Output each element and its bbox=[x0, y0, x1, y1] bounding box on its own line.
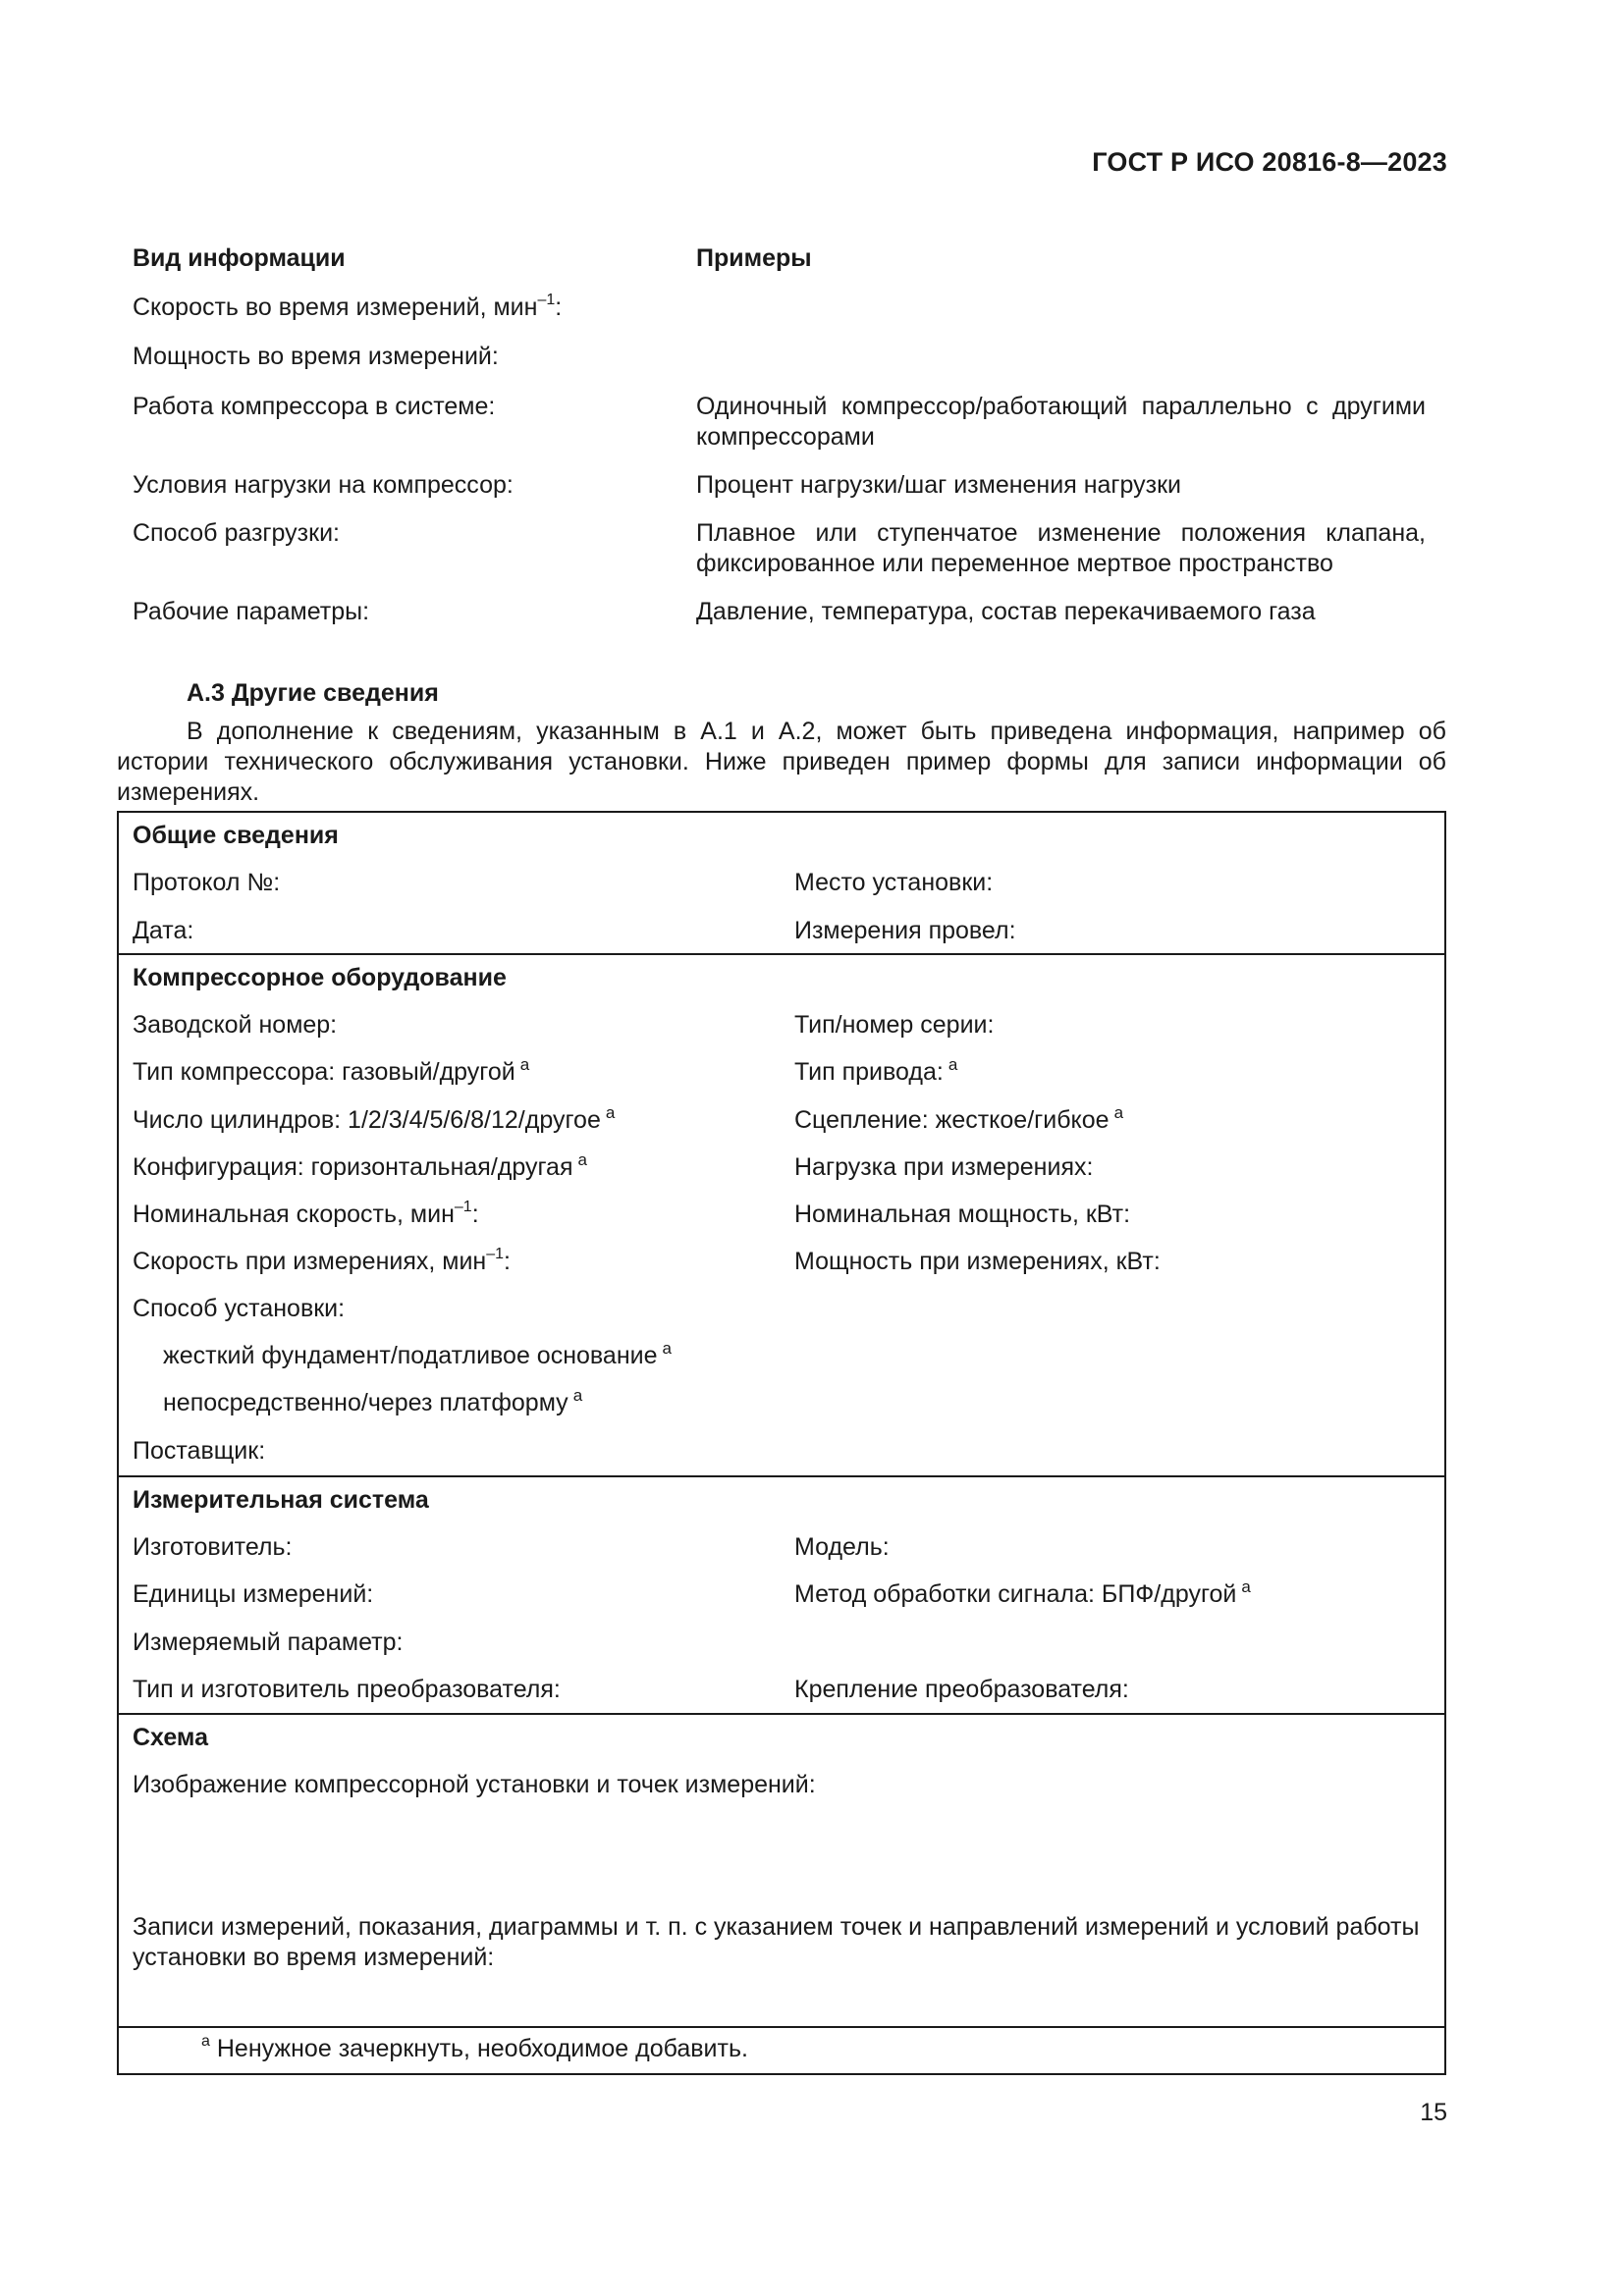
form-section-title: Измерительная система bbox=[133, 1486, 429, 1514]
field-protocol: Протокол №: bbox=[133, 869, 281, 896]
form-divider bbox=[117, 953, 1446, 955]
footnote-mark: а bbox=[605, 1103, 616, 1122]
page-number: 15 bbox=[1420, 2099, 1447, 2126]
info-row-example: Процент нагрузки/шаг изменения нагрузки bbox=[696, 471, 1182, 499]
field-compressor-type: Тип компрессора: газовый/другой $^а$ bbox=[133, 1055, 530, 1086]
footnote-mark: а bbox=[1241, 1577, 1251, 1596]
info-row-example: Давление, температура, состав перекачиваемого газа bbox=[696, 598, 1316, 625]
info-row-kind: Условия нагрузки на компрессор: bbox=[133, 471, 514, 499]
field-configuration: Конфигурация: горизонтальная/другая $^а$ bbox=[133, 1150, 587, 1181]
field-manufacturer: Изготовитель: bbox=[133, 1533, 293, 1561]
field-model: Модель: bbox=[794, 1533, 890, 1561]
field-supplier: Поставщик: bbox=[133, 1437, 266, 1465]
info-row-kind: Рабочие параметры: bbox=[133, 598, 370, 625]
footnote-mark: а bbox=[572, 1386, 583, 1405]
column-header-kind: Вид информации bbox=[133, 244, 346, 272]
field-transducer: Тип и изготовитель преобразователя: bbox=[133, 1676, 561, 1703]
form-section-title: Общие сведения bbox=[133, 822, 339, 849]
footnote-mark: а bbox=[519, 1055, 530, 1074]
info-row-kind: Мощность во время измерений: bbox=[133, 343, 499, 370]
footnote-mark: а bbox=[201, 2033, 210, 2050]
field-cylinders: Число цилиндров: 1/2/3/4/5/6/8/12/другое $^а$ bbox=[133, 1103, 616, 1134]
field-date: Дата: bbox=[133, 917, 194, 944]
section-paragraph: В дополнение к сведениям, указанным в А.1 и А.2, может быть приведена информация, например об истории технического обслуживания установки. Ниже приведен пример формы для записи информации об измерениях. bbox=[117, 718, 1446, 806]
field-measured-speed: Скорость при измерениях, мин$^{-1}$: bbox=[133, 1246, 511, 1275]
field-transducer-mount: Крепление преобразователя: bbox=[794, 1676, 1129, 1703]
field-units: Единицы измерений: bbox=[133, 1580, 374, 1608]
field-measured-power: Мощность при измерениях, кВт: bbox=[794, 1248, 1161, 1275]
field-scheme-records: Записи измерений, показания, диаграммы и т. п. с указанием точек и направлений измерений и условий работы установки во время измерений: bbox=[133, 1913, 1420, 1971]
field-location: Место установки: bbox=[794, 869, 994, 896]
column-header-examples: Примеры bbox=[696, 244, 812, 272]
field-serial: Заводской номер: bbox=[133, 1011, 338, 1039]
field-nominal-speed: Номинальная скорость, мин$^{-1}$: bbox=[133, 1199, 479, 1228]
measurement-form bbox=[117, 811, 1446, 2075]
field-scheme-image: Изображение компрессорной установки и точек измерений: bbox=[133, 1771, 816, 1798]
info-row-kind: Скорость во время измерений, мин$^{-1}$: bbox=[133, 292, 563, 321]
form-section-title: Компрессорное оборудование bbox=[133, 964, 507, 991]
footnote-mark: а bbox=[947, 1055, 958, 1074]
form-divider bbox=[117, 1713, 1446, 1715]
form-footnote: $^а$ Ненужное зачеркнуть, необходимое добавить. bbox=[201, 2033, 748, 2062]
footnote-mark: а bbox=[662, 1339, 672, 1358]
info-row-kind: Работа компрессора в системе: bbox=[133, 393, 496, 420]
info-row-example: Одиночный компрессор/работающий параллельно с другими компрессорами bbox=[696, 393, 1426, 451]
field-load: Нагрузка при измерениях: bbox=[794, 1153, 1094, 1181]
field-signal-method: Метод обработки сигнала: БПФ/другой $^а$ bbox=[794, 1577, 1251, 1608]
field-drive-type: Тип привода: $^а$ bbox=[794, 1055, 958, 1086]
field-measured-by: Измерения провел: bbox=[794, 917, 1016, 944]
info-row-kind: Способ разгрузки: bbox=[133, 519, 340, 547]
field-parameter: Измеряемый параметр: bbox=[133, 1629, 404, 1656]
field-mounting: Способ установки: bbox=[133, 1295, 346, 1322]
form-section-title: Схема bbox=[133, 1724, 208, 1751]
mounting-option: жесткий фундамент/податливое основание $^а$ bbox=[163, 1339, 672, 1369]
mounting-option: непосредственно/через платформу $^а$ bbox=[163, 1386, 583, 1416]
field-coupling: Сцепление: жесткое/гибкое $^а$ bbox=[794, 1103, 1124, 1134]
section-title: А.3 Другие сведения bbox=[187, 679, 439, 707]
info-row-example: Плавное или ступенчатое изменение положения клапана, фиксированное или переменное мертвое пространство bbox=[696, 519, 1426, 577]
form-divider bbox=[117, 2026, 1446, 2028]
field-series: Тип/номер серии: bbox=[794, 1011, 995, 1039]
footnote-mark: а bbox=[577, 1150, 587, 1169]
document-code: ГОСТ Р ИСО 20816-8—2023 bbox=[1092, 147, 1447, 177]
field-nominal-power: Номинальная мощность, кВт: bbox=[794, 1201, 1131, 1228]
footnote-mark: а bbox=[1113, 1103, 1124, 1122]
form-divider bbox=[117, 1475, 1446, 1477]
